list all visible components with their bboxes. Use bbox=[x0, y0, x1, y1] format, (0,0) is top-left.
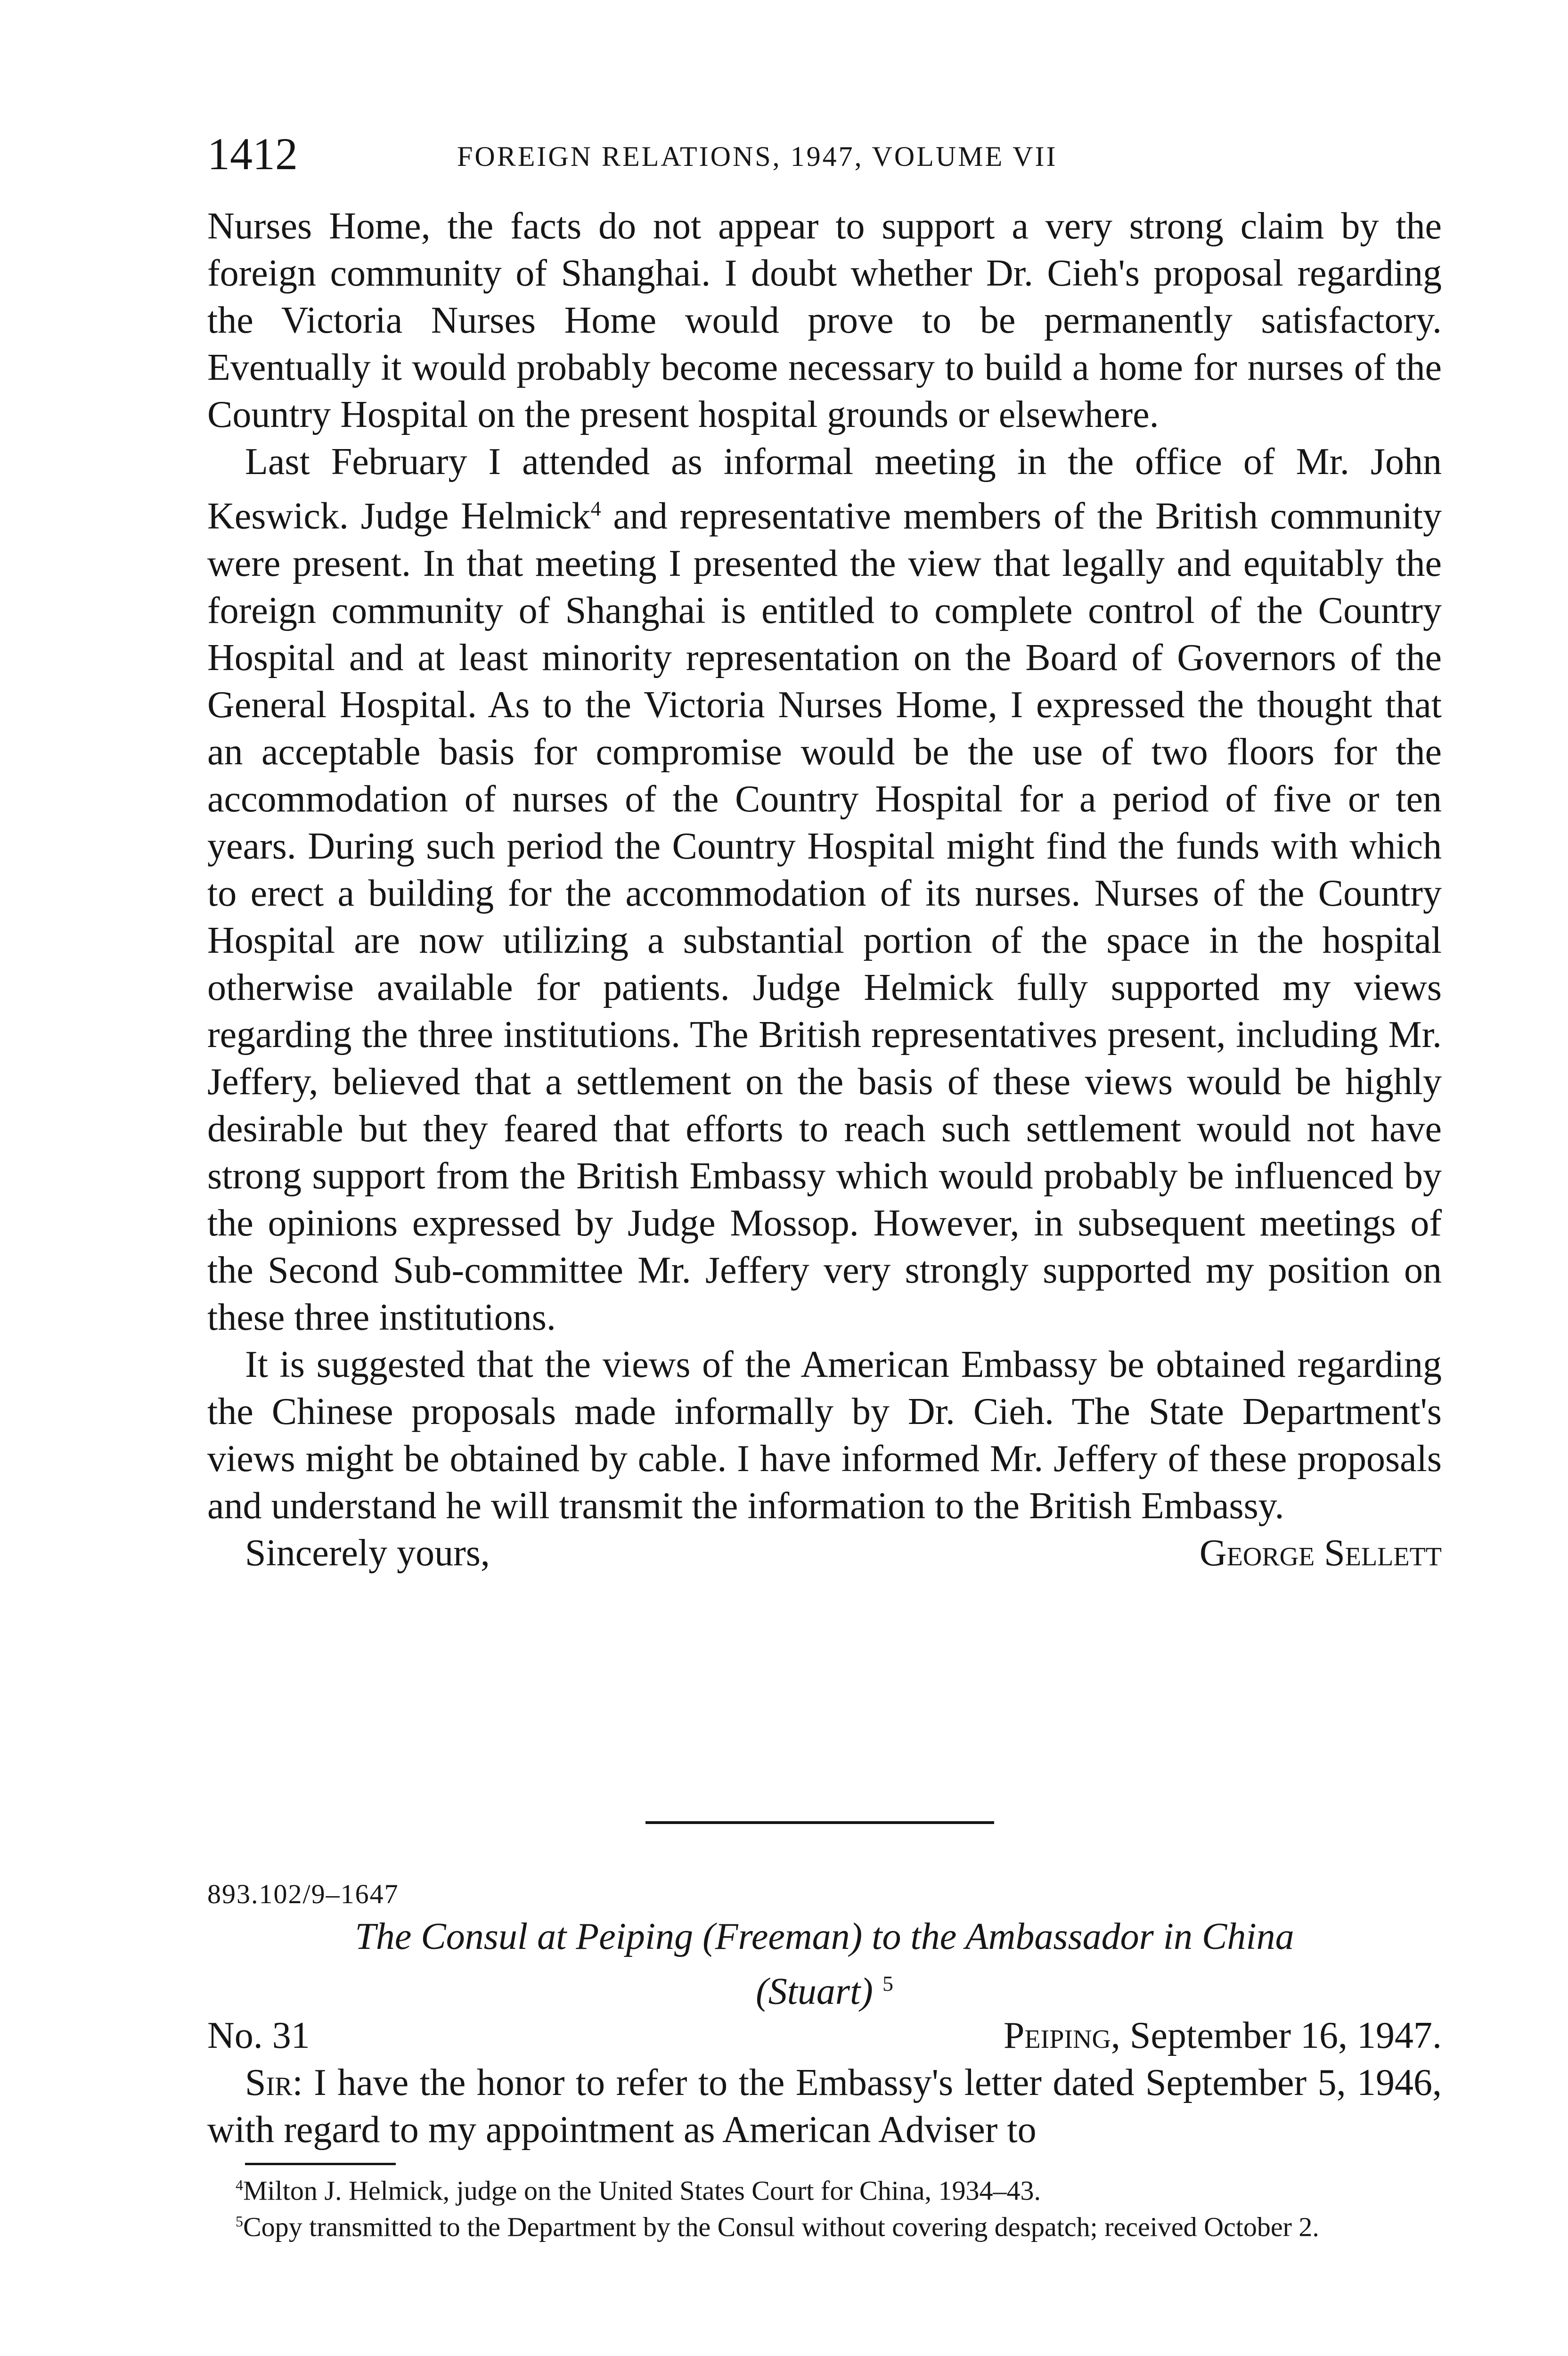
paragraph-nurses-home: Nurses Home, the facts do not appear to support a very strong claim by the foreign community of Shanghai. I doubt whether Dr. Cieh's proposal regarding the Victoria Nurses Home would prove to be permanently satisfactory. Eventually it would probably become necessary to build a home for nurses of the Country Hospital on the present hospital grounds or elsewhere. bbox=[207, 205, 1442, 435]
page-number: 1412 bbox=[207, 129, 298, 179]
footnotes bbox=[207, 2170, 1442, 2243]
letter-continuation bbox=[207, 203, 1442, 1577]
footnote-text: Copy transmitted to the Department by the Consul without covering despatch; received October 2. bbox=[243, 2211, 1319, 2242]
title-line bbox=[207, 1960, 1442, 2015]
closing bbox=[207, 1530, 1442, 1577]
footnote bbox=[207, 2206, 1442, 2242]
footnote-text: Milton J. Helmick, judge on the United States Court for China, 1934–43. bbox=[243, 2175, 1041, 2206]
page-header bbox=[207, 128, 1461, 180]
title-recipient: (Stuart) bbox=[756, 1971, 873, 2012]
paragraph-text: Last February I attended as informal meeting in the office of Mr. John Keswick. Judge Helmick bbox=[207, 441, 1442, 537]
paragraph-opening bbox=[207, 2059, 1442, 2153]
footnote-reference: 4 bbox=[590, 497, 601, 520]
file-number: 893.102/9–1647 bbox=[207, 1879, 399, 1909]
footnote-marker: 5 bbox=[236, 2213, 243, 2230]
running-head: FOREIGN RELATIONS, 1947, VOLUME VII bbox=[457, 141, 1058, 172]
footnote-marker: 4 bbox=[236, 2177, 243, 2193]
paragraph-suggestion: It is suggested that the views of the American Embassy be obtained regarding the Chinese proposals made informally by Dr. Cieh. The State Department's views might be obtained by cable. I have informed Mr. Jeffery of these proposals and understand he will transmit the information to the British Embassy. bbox=[207, 1343, 1442, 1527]
place-and-date bbox=[1004, 2012, 1442, 2059]
dateline bbox=[207, 2012, 1442, 2059]
letter-body bbox=[207, 2059, 1442, 2153]
section-divider bbox=[645, 1821, 994, 1824]
paragraph-february-meeting bbox=[207, 438, 1442, 1341]
title-line: The Consul at Peiping (Freeman) to the Ambassador in China bbox=[355, 1916, 1294, 1957]
paragraph-text: and representative members of the British community were present. In that meeting I presented the view that legally and equitably the foreign community of Shanghai is entitled to complete control of the Country Hospital and at least minority representation on the Board of Governors of the General Hospital. As to the Victoria Nurses Home, I expressed the thought that an acceptable basis for compromise would be the use of two floors for the accommodation of nurses of the Country Hospital for a period of five or ten years. During such period the Country Hospital might find the funds with which to erect a building for the accommodation of its nurses. Nurses of the Country Hospital are now utilizing a substantial portion of the space in the hospital otherwise available for patients. Judge Helmick fully supported my views regarding the three institutions. The British representatives present, including Mr. Jeffery, believed that a settlement on the basis of these views would be highly desirable but they feared that efforts to reach such settlement would not have strong support from the British Embassy which would probably be influenced by the opinions expressed by Judge Mossop. However, in subsequent meetings of the Second Sub-committee Mr. Jeffery very strongly supported my position on these three institutions. bbox=[207, 495, 1442, 1338]
salutation: Sir bbox=[245, 2062, 293, 2103]
closing-salutation: Sincerely yours, bbox=[245, 1532, 490, 1574]
despatch-number: No. 31 bbox=[207, 2015, 310, 2056]
date: September 16, 1947. bbox=[1129, 2015, 1442, 2056]
document-title bbox=[207, 1913, 1442, 2015]
signature: George Sellett bbox=[1199, 1532, 1442, 1574]
place: Peiping, bbox=[1003, 2015, 1120, 2056]
footnote-rule bbox=[245, 2163, 396, 2165]
footnote bbox=[207, 2170, 1442, 2206]
paragraph-text: : I have the honor to refer to the Embassy's letter dated September 5, 1946, with regard to my appointment as American Adviser to bbox=[207, 2062, 1442, 2151]
footnote-reference: 5 bbox=[882, 1972, 893, 1996]
